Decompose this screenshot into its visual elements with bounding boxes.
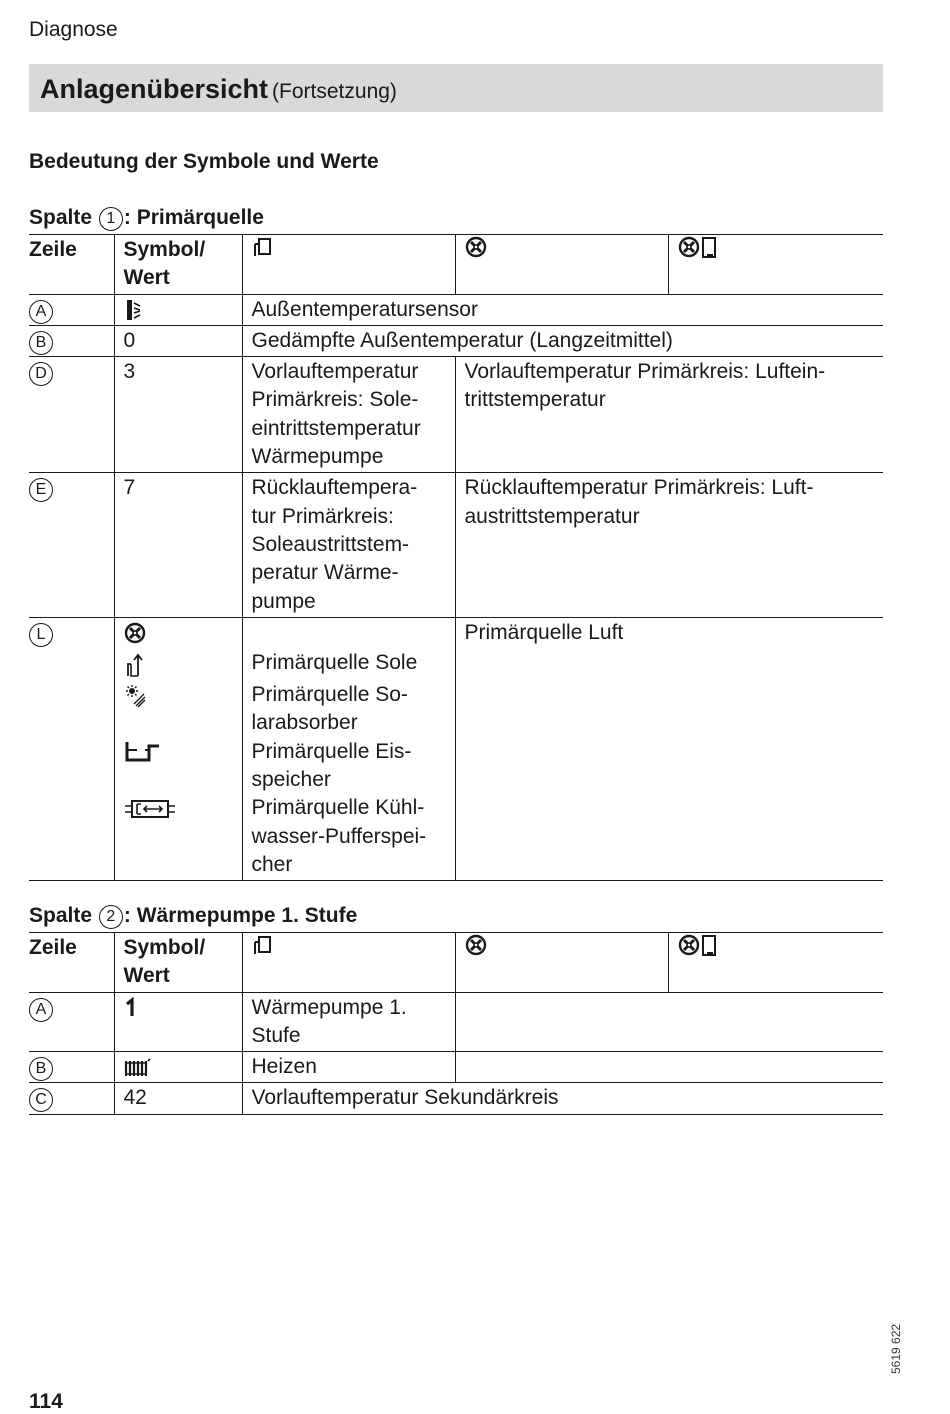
- line: Primärquelle Sole: [251, 650, 418, 674]
- line: Primärquelle Kühl-: [251, 796, 425, 820]
- brine-wp-icon: [252, 236, 274, 258]
- fan-display-icon: [678, 934, 722, 958]
- line: peratur Wärme-: [251, 561, 399, 585]
- section2-prefix: Spalte: [29, 904, 93, 927]
- row-letter: L: [29, 623, 53, 647]
- line: cher: [251, 852, 293, 876]
- line: trittstemperatur: [464, 388, 606, 412]
- table-header-row: [29, 235, 883, 295]
- line: Soleaustrittstem-: [251, 532, 410, 556]
- page-title-main: Anlagenübersicht: [40, 74, 269, 104]
- header-brine-wp: [242, 235, 455, 295]
- line: Primärquelle Eis-: [251, 739, 412, 763]
- header-air-wp-display: [668, 235, 883, 295]
- description-cell: Außentemperatursensor: [242, 294, 883, 325]
- row-letter: A: [29, 998, 53, 1022]
- header-air-wp: [455, 235, 668, 295]
- line: speicher: [251, 768, 331, 792]
- line: Stufe: [251, 1023, 301, 1047]
- row-letter-cell: [29, 357, 114, 473]
- row-letter: C: [29, 1088, 53, 1112]
- line: Primärquelle So-: [251, 683, 408, 707]
- row-letter-cell: [29, 473, 114, 617]
- value-cell: 42: [114, 1083, 242, 1114]
- brine-description-cell: [242, 617, 455, 880]
- header-air-wp: [455, 933, 668, 993]
- document-code: 5619 622: [889, 1323, 903, 1374]
- table-row: [29, 294, 883, 325]
- brine-description-cell: [242, 1052, 455, 1083]
- description-cell: Vorlauftemperatur Sekundärkreis: [242, 1083, 883, 1114]
- section-heading: Bedeutung der Symbole und Werte: [29, 150, 379, 173]
- radiator-icon: [124, 1058, 152, 1078]
- brine-description-cell: [242, 992, 455, 1052]
- table-row: [29, 473, 883, 617]
- table-row: [29, 357, 883, 473]
- brine-description-cell: [242, 473, 455, 617]
- section1-prefix: Spalte: [29, 206, 93, 229]
- air-description-cell: [455, 992, 883, 1052]
- row-letter-cell: [29, 1083, 114, 1114]
- section1-title: [29, 206, 264, 231]
- table-row: [29, 617, 883, 880]
- brine-description-cell: [242, 357, 455, 473]
- header-zeile: Zeile: [29, 238, 77, 261]
- row-letter: B: [29, 331, 53, 355]
- fan-icon: [124, 622, 146, 644]
- line: Rücklauftemperatur Primärkreis: Luft-: [464, 476, 814, 500]
- line: austrittstemperatur: [464, 504, 640, 528]
- row-letter: D: [29, 362, 53, 386]
- header-zeile: Zeile: [29, 936, 77, 959]
- line: larabsorber: [251, 711, 358, 735]
- line: Primärquelle Luft: [464, 620, 624, 644]
- row-letter-cell: [29, 325, 114, 356]
- line: Vorlauftemperatur: [251, 360, 419, 384]
- value-cell: 7: [114, 473, 242, 617]
- line: Wärmepumpe: [251, 445, 384, 469]
- line: tur Primärkreis:: [251, 504, 394, 528]
- page-number: 114: [29, 1390, 63, 1413]
- row-letter-cell: [29, 1052, 114, 1083]
- value-cell: 3: [114, 357, 242, 473]
- line: wasser-Pufferspei-: [251, 824, 427, 848]
- header-symbol-line1: Symbol/: [123, 936, 206, 959]
- table-row: [29, 1052, 883, 1083]
- fan-icon: [465, 934, 487, 956]
- air-description-cell: [455, 1052, 883, 1083]
- header-symbol: [114, 235, 242, 295]
- page-title-sub: (Fortsetzung): [272, 80, 397, 103]
- running-header: Diagnose: [29, 18, 118, 41]
- title-bar: [29, 64, 883, 112]
- page-title: [40, 74, 397, 105]
- stage-one-icon: [124, 997, 138, 1019]
- fan-icon: [465, 236, 487, 258]
- line: Vorlauftemperatur Primärkreis: Luftein-: [464, 360, 826, 384]
- fan-display-icon: [678, 236, 722, 260]
- symbol-cell: [114, 617, 242, 880]
- header-air-wp-display: [668, 933, 883, 993]
- cooling-buffer-icon: [124, 797, 176, 821]
- brine-wp-icon: [252, 934, 274, 956]
- row-letter-cell: [29, 294, 114, 325]
- air-description-cell: [455, 473, 883, 617]
- table-header-row: [29, 933, 883, 993]
- description-cell: Gedämpfte Außentemperatur (Langzeitmittel): [242, 325, 883, 356]
- section1-number: 1: [99, 207, 123, 231]
- header-symbol: [114, 933, 242, 993]
- table-heat-pump-stage1: [29, 932, 883, 1115]
- symbol-cell: [114, 1052, 242, 1083]
- table-row: [29, 1083, 883, 1114]
- section1-suffix: : Primärquelle: [123, 206, 264, 229]
- row-letter-cell: [29, 617, 114, 880]
- header-symbol-line1: Symbol/: [123, 238, 206, 261]
- row-letter: B: [29, 1057, 53, 1081]
- table-row: [29, 992, 883, 1052]
- outdoor-sensor-icon: [124, 298, 144, 322]
- section2-title: [29, 904, 357, 929]
- line: eintrittstemperatur: [251, 416, 421, 440]
- header-symbol-line2: Wert: [123, 964, 170, 988]
- line: Rücklauftempera-: [251, 476, 418, 500]
- section2-suffix: : Wärmepumpe 1. Stufe: [123, 904, 358, 927]
- symbol-cell: [114, 992, 242, 1052]
- row-letter-cell: [29, 992, 114, 1052]
- line: pumpe: [251, 589, 316, 613]
- line: Heizen: [251, 1055, 317, 1079]
- ice-storage-icon: [124, 740, 162, 764]
- row-letter: A: [29, 300, 53, 324]
- table-primary-source: [29, 234, 883, 881]
- air-description-cell: [455, 617, 883, 880]
- line: Primärkreis: Sole-: [251, 388, 419, 412]
- table-row: [29, 325, 883, 356]
- value-cell: 0: [114, 325, 242, 356]
- line: Wärmepumpe 1.: [251, 995, 407, 1019]
- air-description-cell: [455, 357, 883, 473]
- row-letter: E: [29, 478, 53, 502]
- solar-absorber-icon: [124, 684, 146, 708]
- header-symbol-line2: Wert: [123, 266, 170, 290]
- section2-number: 2: [99, 905, 123, 929]
- brine-source-icon: [124, 652, 144, 678]
- symbol-cell: [114, 294, 242, 325]
- header-brine-wp: [242, 933, 455, 993]
